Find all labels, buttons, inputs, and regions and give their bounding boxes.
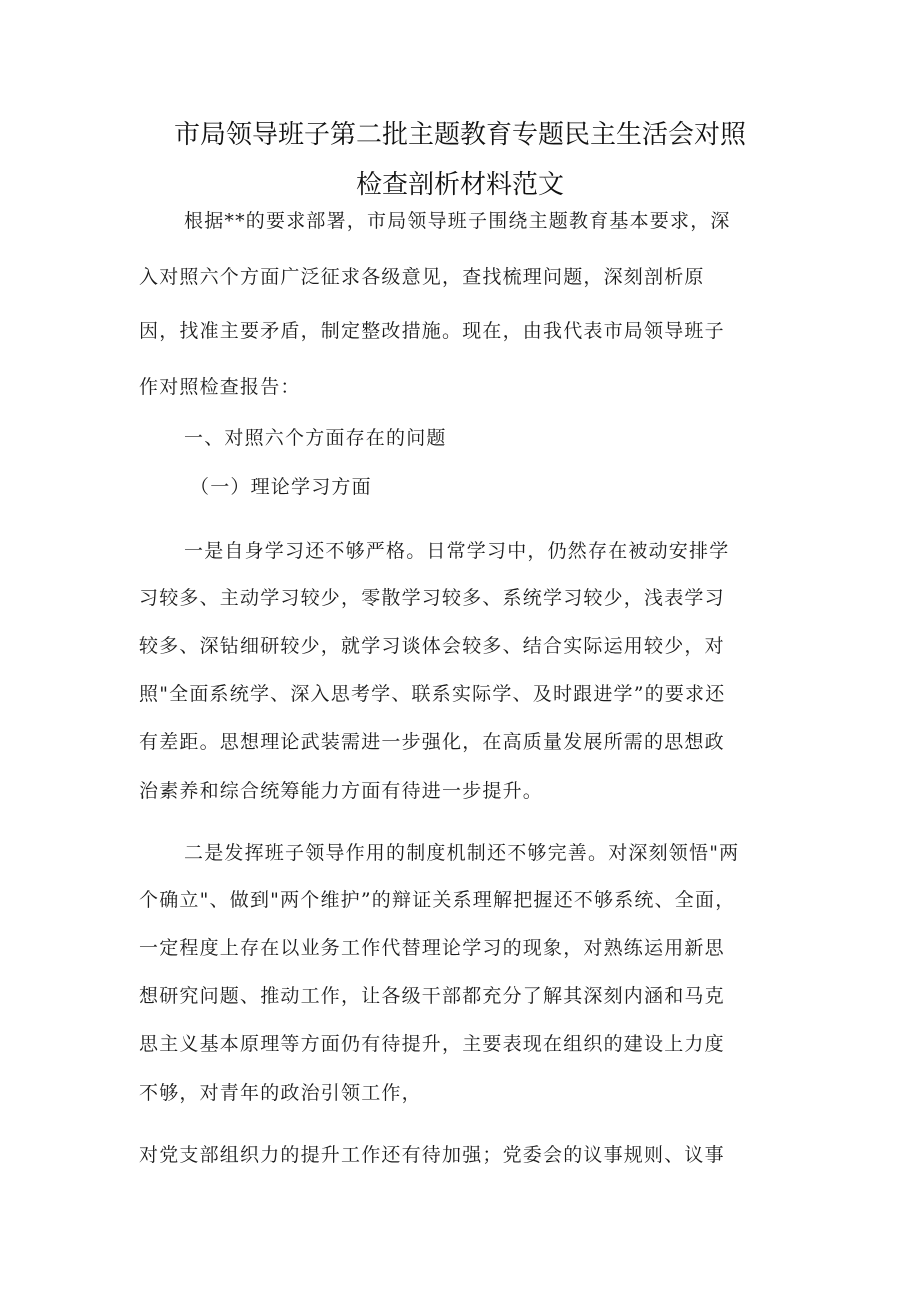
para2-line-2: 个确立"、做到"两个维护”的辩证关系理解把握还不够系统、全面， — [139, 889, 736, 911]
para1-line-2: 习较多、主动学习较少，零散学习较多、系统学习较少，浅表学习 — [139, 587, 725, 609]
para1-line-1: 一是自身学习还不够严格。日常学习中，仍然存在被动安排学 — [184, 540, 730, 562]
document-title-line-1: 市局领导班子第二批主题教育专题民主生活会对照 — [173, 120, 746, 150]
para1-line-6: 治素养和综合统筹能力方面有待进一步提升。 — [139, 780, 544, 802]
section-heading: 一、对照六个方面存在的问题 — [184, 427, 447, 449]
para2-line-3: 一定程度上存在以业务工作代替理论学习的现象，对熟练运用新思 — [139, 937, 725, 959]
para2-line-4: 想研究问题、推动工作，让各级干部都充分了解其深刻内涵和马克 — [139, 985, 725, 1007]
intro-line-1: 根据**的要求部署，市局领导班子围绕主题教育基本要求，深 — [184, 210, 731, 232]
intro-line-2: 入对照六个方面广泛征求各级意见，查找梳理问题，深刻剖析原 — [139, 266, 705, 288]
para2-line-6: 不够，对青年的政治引领工作， — [139, 1082, 422, 1104]
intro-line-3: 因，找准主要矛盾，制定整改措施。现在，由我代表市局领导班子 — [139, 320, 725, 342]
para2-line-5: 思主义基本原理等方面仍有待提升，主要表现在组织的建设上力度 — [139, 1033, 725, 1055]
para1-line-3: 较多、深钻细研较少，就学习谈体会较多、结合实际运用较少，对 — [139, 635, 725, 657]
subsection-heading: （一）理论学习方面 — [190, 476, 372, 498]
para2-line-1: 二是发挥班子领导作用的制度机制还不够完善。对深刻领悟"两 — [184, 842, 740, 864]
intro-line-4: 作对照检查报告： — [139, 376, 301, 398]
para1-line-4: 照"全面系统学、深入思考学、联系实际学、及时跟进学”的要求还 — [139, 683, 726, 705]
para1-line-5: 有差距。思想理论武装需进一步强化，在高质量发展所需的思想政 — [139, 731, 725, 753]
document-title-line-2: 检查剖析材料范文 — [355, 170, 564, 200]
para3-line-1: 对党支部组织力的提升工作还有待加强；党委会的议事规则、议事 — [139, 1144, 725, 1166]
